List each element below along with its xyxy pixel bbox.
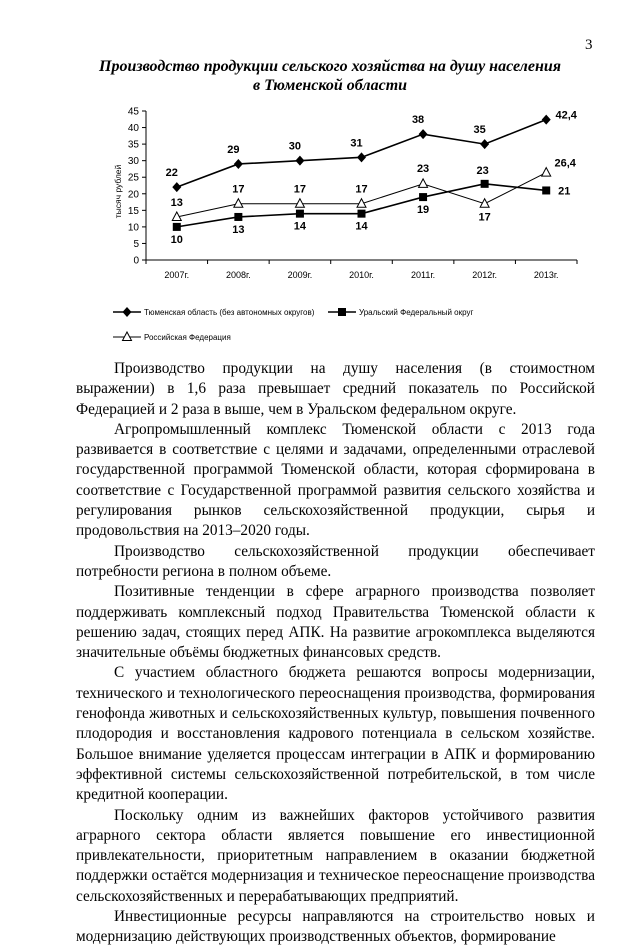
legend-label: Российская Федерация [144, 333, 231, 342]
series-tyumen-point [542, 115, 551, 125]
series-tyumen-data-label: 22 [165, 167, 178, 180]
chart-title-line1: Производство продукции сельского хозяйства на душу населения [99, 58, 561, 75]
series-ural-data-label: 21 [558, 185, 571, 198]
series-russia-data-label: 26,4 [554, 157, 576, 170]
series-russia-data-label: 17 [293, 183, 307, 196]
series-tyumen-data-label: 42,4 [555, 109, 577, 122]
y-tick-label: 10 [127, 222, 139, 234]
series-russia-data-label: 13 [170, 196, 183, 209]
series-tyumen-point [172, 182, 181, 192]
y-tick-label: 35 [127, 139, 139, 151]
chart-title-line2: в Тюменской области [252, 77, 408, 94]
x-tick-label: 2012г. [472, 270, 498, 280]
series-tyumen-data-label: 38 [411, 114, 425, 127]
legend-label: Уральский Федеральный округ [359, 308, 474, 317]
paragraph: Инвестиционные ресурсы направляются на строительство новых и модернизацию действующих производственных объектов, формирование [76, 908, 595, 946]
series-ural-data-label: 13 [232, 223, 245, 236]
y-tick-label: 40 [127, 123, 139, 135]
series-russia-point [234, 199, 243, 208]
legend-marker [123, 307, 132, 317]
series-russia-data-label: 17 [478, 211, 491, 224]
series-ural-data-label: 19 [416, 204, 430, 217]
x-tick-label: 2009г. [287, 270, 313, 280]
page-number: 3 [585, 37, 593, 53]
paragraph: Производство сельскохозяйственной продукции обеспечивает потребности региона в полном объеме. [76, 542, 595, 580]
series-ural-point [481, 180, 489, 188]
x-tick-label: 2008г. [225, 270, 251, 280]
y-tick-label: 45 [127, 106, 139, 118]
series-tyumen-data-label: 30 [288, 140, 302, 153]
series-ural-data-label: 23 [476, 164, 489, 177]
series-tyumen-data-label: 35 [473, 124, 486, 137]
series-tyumen-data-label: 29 [227, 143, 240, 156]
series-tyumen-point [295, 156, 304, 166]
paragraph: Позитивные тенденции в сфере аграрного производства позволяет поддерживать комплексный подход Правительства Тюменской области к решению задач, стоящих перед АПК. На развитие агрокомплекса выделяются значительные объёмы бюджетных финансовых средств. [76, 583, 595, 662]
paragraph: Агропромышленный комплекс Тюменской области с 2013 года развивается в соответствие с целями и задачами, определенными отраслевой государственной программой Тюменской области, которая сформирована в соответствие с Государственной программой развития сельского хозяйства и регулирования рынков сельскохозяйственной продукции, сырья и продовольствия на 2013–2020 годы. [76, 420, 595, 540]
series-ural-point [358, 210, 366, 218]
series-russia-point [542, 168, 551, 177]
legend-label: Тюменская область (без автономных округов) [144, 308, 315, 317]
x-tick-label: 2010г. [349, 270, 374, 280]
y-tick-label: 0 [133, 255, 139, 267]
series-tyumen-point [357, 152, 366, 162]
paragraph: С участием областного бюджета решаются вопросы модернизации, технического и технологического переоснащения производства, формирования генофонда животных и сельскохозяйственных культур, повышения почвенного плодородия и восстановления кадрового потенциала в сельском хозяйстве. Большое внимание уделяется процессам интеграции в АПК и формированию эффективной системы сельскохозяйственной потребительской, в том числе кредитной кооперации. [76, 664, 595, 804]
series-tyumen-point [234, 159, 243, 169]
series-ural-point [173, 223, 181, 231]
legend-marker [123, 332, 132, 341]
y-tick-label: 20 [127, 189, 139, 201]
body-text [76, 359, 595, 948]
y-tick-label: 5 [133, 238, 139, 250]
y-tick-label: 30 [127, 156, 139, 168]
series-russia-data-label: 23 [416, 162, 430, 175]
paragraph: Производство продукции на душу населения (в стоимостном выражении) в 1,6 раза превышает средний показатель по Российской Федерацией и 2 раза в выше, чем в Уральском федеральном округе. [76, 360, 595, 418]
legend-marker [338, 308, 346, 316]
series-tyumen-point [480, 139, 489, 149]
series-ural-point [296, 210, 304, 218]
series-ural-data-label: 10 [170, 233, 183, 246]
series-tyumen-point [419, 129, 428, 139]
y-tick-label: 15 [127, 205, 139, 217]
paragraph: Поскольку одним из важнейших факторов устойчивого развития аграрного сектора области является повышение его инвестиционной привлекательности, приоритетным направлением в оказании бюджетной поддержки остаётся модернизация и техническое переоснащение производства сельскохозяйственных и перерабатывающих предприятий. [76, 806, 595, 905]
series-russia-point [295, 199, 304, 208]
x-tick-label: 2007г. [164, 270, 190, 280]
x-tick-label: 2011г. [411, 270, 436, 280]
series-ural-data-label: 14 [355, 220, 368, 233]
series-ural-point [234, 213, 242, 221]
series-russia-point [419, 179, 428, 188]
series-russia-data-label: 17 [355, 183, 368, 196]
y-tick-label: 25 [127, 172, 139, 184]
series-ural-point [542, 186, 550, 194]
line-chart [0, 95, 640, 357]
series-russia-data-label: 17 [232, 183, 245, 196]
series-ural-data-label: 14 [293, 220, 307, 233]
y-axis-label: тысяч рублей [113, 164, 123, 219]
series-tyumen-data-label: 31 [350, 137, 363, 150]
x-tick-label: 2013г. [533, 270, 559, 280]
series-ural-point [419, 193, 427, 201]
